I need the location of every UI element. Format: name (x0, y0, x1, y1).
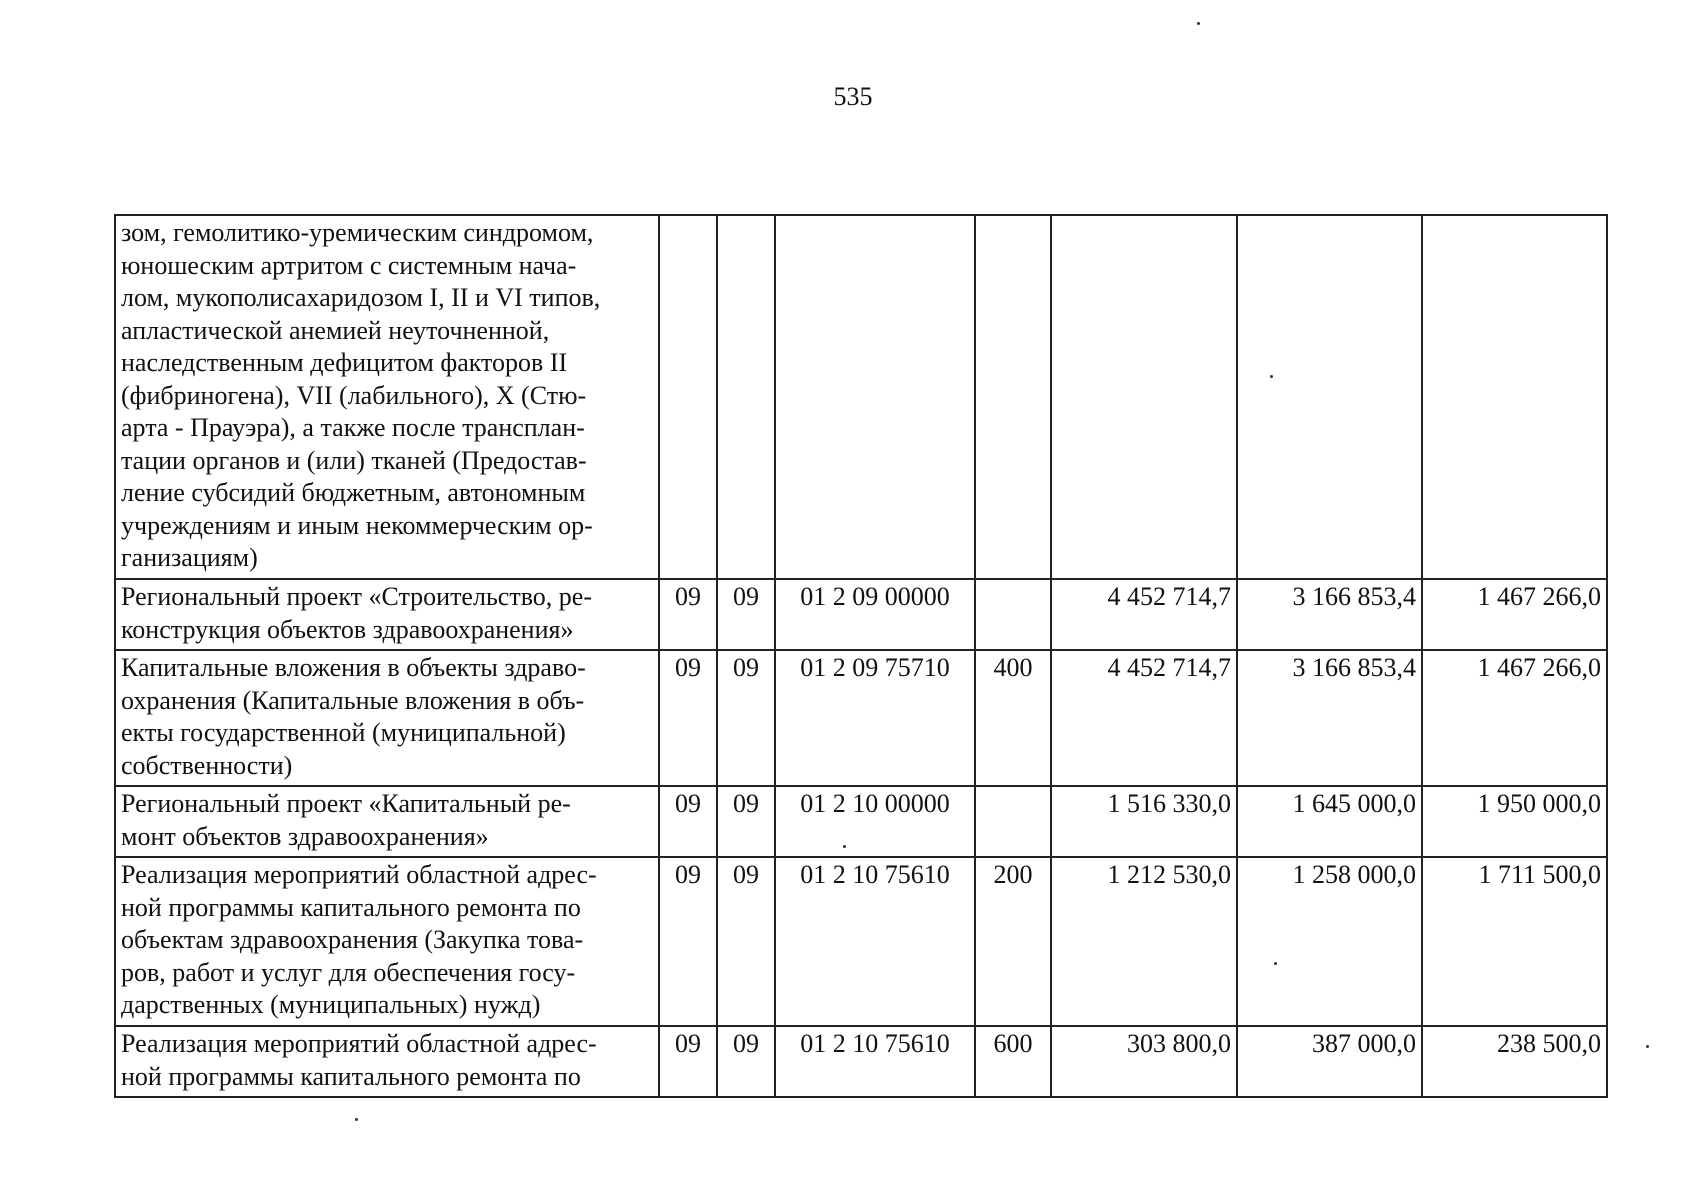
section-code-cell: 09 (659, 786, 717, 857)
amount-year-3-cell: 1 711 500,0 (1422, 857, 1607, 1026)
target-article-cell: 01 2 10 75610 (775, 857, 975, 1026)
description-line: Реализация мероприятий областной адрес- (121, 860, 597, 889)
amount-year-1-cell: 1 212 530,0 (1051, 857, 1237, 1026)
expense-type-cell: 600 (975, 1026, 1051, 1097)
scan-speck (1270, 375, 1273, 378)
section-code-cell: 09 (659, 579, 717, 650)
description-line: наследственным дефицитом факторов II (121, 348, 568, 377)
description-line: ной программы капитального ремонта по (121, 892, 581, 922)
section-code-cell: 09 (659, 1026, 717, 1097)
description-line: ганизациям) (121, 543, 258, 572)
amount-year-1-cell (1051, 215, 1237, 579)
table-row (115, 1026, 1607, 1097)
amount-year-2-cell: 3 166 853,4 (1237, 579, 1422, 650)
row-description-cell (115, 786, 659, 857)
description-line: тации органов и (или) тканей (Предостав- (121, 445, 587, 475)
description-line: объектам здравоохранения (Закупка това- (121, 925, 584, 954)
subsection-code-cell: 09 (717, 857, 775, 1026)
expense-type-cell (975, 579, 1051, 650)
description-line: ров, работ и услуг для обеспечения госу- (121, 957, 576, 987)
expense-type-cell: 400 (975, 650, 1051, 786)
table-row (115, 786, 1607, 857)
subsection-code-cell: 09 (717, 786, 775, 857)
amount-year-1-cell: 1 516 330,0 (1051, 786, 1237, 857)
amount-year-2-cell: 3 166 853,4 (1237, 650, 1422, 786)
row-description-cell (115, 215, 659, 579)
scan-speck (1197, 22, 1200, 25)
description-line: апластической анемией неуточненной, (121, 315, 550, 345)
table-row (115, 857, 1607, 1026)
section-code-cell: 09 (659, 650, 717, 786)
description-line: Региональный проект «Строительство, ре- (121, 582, 592, 611)
description-line: зом, гемолитико-уремическим синдромом, (121, 218, 594, 247)
amount-year-2-cell: 1 258 000,0 (1237, 857, 1422, 1026)
target-article-cell: 01 2 09 75710 (775, 650, 975, 786)
amount-year-3-cell: 1 950 000,0 (1422, 786, 1607, 857)
section-code-cell: 09 (659, 857, 717, 1026)
target-article-cell: 01 2 10 00000 (775, 786, 975, 857)
table-row (115, 650, 1607, 786)
description-line: собственности) (121, 750, 293, 780)
description-line: Капитальные вложения в объекты здраво- (121, 653, 586, 682)
amount-year-1-cell: 303 800,0 (1051, 1026, 1237, 1097)
budget-table (114, 214, 1608, 1098)
amount-year-3-cell: 238 500,0 (1422, 1026, 1607, 1097)
description-line: ление субсидий бюджетным, автономным (121, 478, 586, 507)
description-line: арта - Прауэра), а также после трансплан- (121, 413, 585, 442)
row-description-cell (115, 650, 659, 786)
table-row (115, 215, 1607, 579)
target-article-cell (775, 215, 975, 579)
amount-year-2-cell (1237, 215, 1422, 579)
section-code-cell (659, 215, 717, 579)
amount-year-1-cell: 4 452 714,7 (1051, 579, 1237, 650)
description-line: ной программы капитального ремонта по (121, 1061, 581, 1091)
description-line: юношеским артритом с системным нача- (121, 250, 577, 280)
subsection-code-cell: 09 (717, 1026, 775, 1097)
target-article-cell: 01 2 09 00000 (775, 579, 975, 650)
description-line: лом, мукополисахаридозом I, II и VI типов, (121, 283, 601, 312)
description-line: (фибриногена), VII (лабильного), X (Стю- (121, 380, 587, 410)
row-description-cell (115, 579, 659, 650)
description-line: екты государственной (муниципальной) (121, 718, 566, 747)
row-description-cell (115, 857, 659, 1026)
description-line: охранения (Капитальные вложения в объ- (121, 685, 585, 715)
amount-year-3-cell: 1 467 266,0 (1422, 579, 1607, 650)
amount-year-2-cell: 1 645 000,0 (1237, 786, 1422, 857)
scan-speck (843, 845, 846, 848)
expense-type-cell: 200 (975, 857, 1051, 1026)
amount-year-1-cell: 4 452 714,7 (1051, 650, 1237, 786)
expense-type-cell (975, 215, 1051, 579)
amount-year-3-cell: 1 467 266,0 (1422, 650, 1607, 786)
subsection-code-cell: 09 (717, 650, 775, 786)
amount-year-2-cell: 387 000,0 (1237, 1026, 1422, 1097)
description-line: дарственных (муниципальных) нужд) (121, 990, 541, 1019)
amount-year-3-cell (1422, 215, 1607, 579)
description-line: учреждениям и иным некоммерческим ор- (121, 510, 593, 540)
table-row (115, 579, 1607, 650)
page-number: 535 (833, 82, 873, 111)
subsection-code-cell: 09 (717, 579, 775, 650)
row-description-cell (115, 1026, 659, 1097)
scan-speck (1646, 1045, 1649, 1048)
description-line: конструкция объектов здравоохранения» (121, 614, 574, 644)
target-article-cell: 01 2 10 75610 (775, 1026, 975, 1097)
scan-speck (355, 1118, 358, 1121)
description-line: монт объектов здравоохранения» (121, 821, 489, 851)
subsection-code-cell (717, 215, 775, 579)
scan-speck (1274, 962, 1277, 965)
expense-type-cell (975, 786, 1051, 857)
description-line: Реализация мероприятий областной адрес- (121, 1029, 597, 1058)
description-line: Региональный проект «Капитальный ре- (121, 789, 571, 818)
